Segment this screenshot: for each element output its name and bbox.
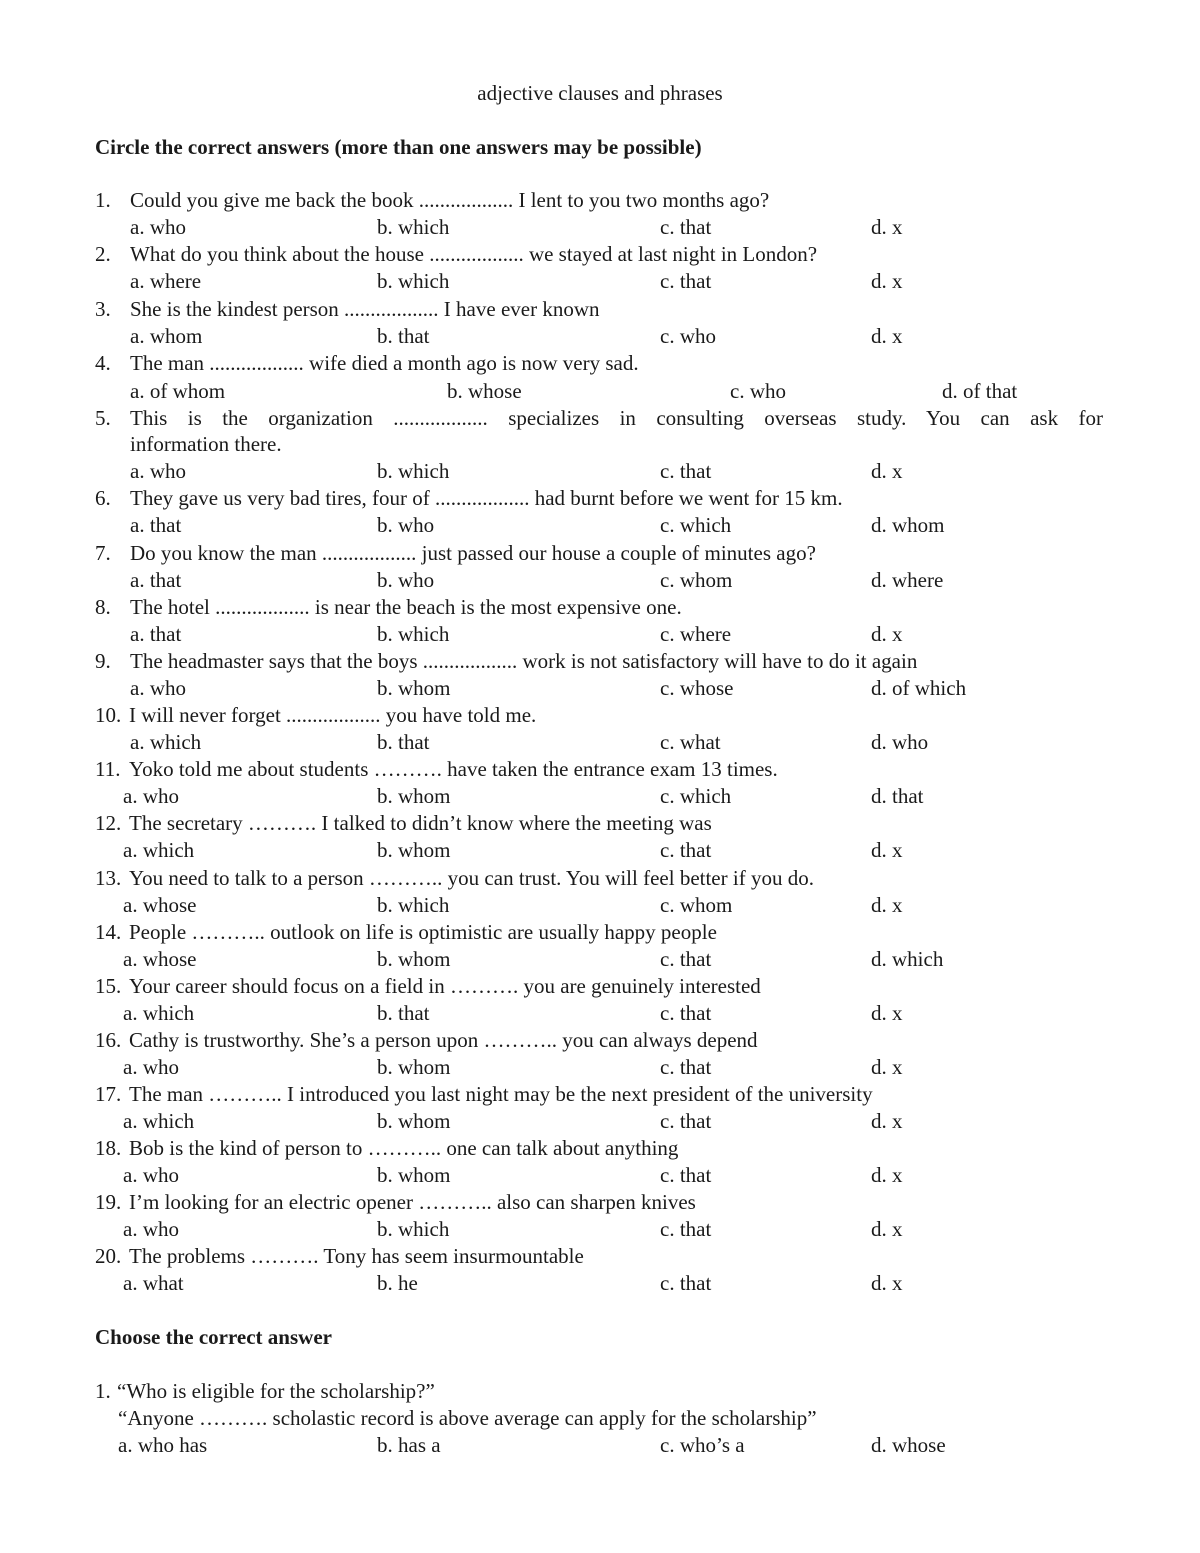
option-c[interactable]: c. which	[660, 784, 732, 808]
question-text: They gave us very bad tires, four of .................. had burnt before we went for 15 km.	[130, 486, 843, 510]
option-d[interactable]: d. x	[871, 269, 903, 293]
option-b[interactable]: b. who	[377, 568, 435, 592]
question-2	[95, 241, 818, 268]
question-text: What do you think about the house .................. we stayed at last night in London?	[130, 242, 818, 266]
question-5	[95, 405, 111, 432]
question-9	[95, 648, 918, 675]
question-16	[95, 1027, 758, 1054]
option-b[interactable]: b. that	[377, 730, 430, 754]
option-b[interactable]: b. that	[377, 324, 430, 348]
option-b[interactable]: b. which	[377, 269, 450, 293]
option-a[interactable]: a. who	[123, 784, 179, 808]
question-text: The headmaster says that the boys .................. work is not satisfactory will have to do it again	[130, 649, 918, 673]
question-6	[95, 485, 843, 512]
option-a[interactable]: a. whom	[130, 324, 203, 348]
option-b[interactable]: b. whom	[377, 676, 451, 700]
option-c[interactable]: c. whose	[660, 676, 734, 700]
option-a[interactable]: a. that	[130, 622, 182, 646]
option-d[interactable]: d. x	[871, 622, 903, 646]
option-a[interactable]: a. who	[123, 1217, 179, 1241]
question-text: Bob is the kind of person to ……….. one can talk about anything	[129, 1136, 679, 1160]
question-number: 15.	[95, 974, 122, 998]
option-c[interactable]: c. who	[660, 324, 716, 348]
option-c[interactable]: c. that	[660, 1001, 712, 1025]
question-number: 11.	[95, 757, 121, 781]
option-b[interactable]: b. whom	[377, 838, 451, 862]
question-14	[95, 919, 717, 946]
option-c[interactable]: c. that	[660, 947, 712, 971]
option-d[interactable]: d. where	[871, 568, 944, 592]
option-a[interactable]: a. who has	[118, 1433, 208, 1457]
option-d[interactable]: d. x	[871, 1109, 903, 1133]
option-a[interactable]: a. which	[123, 1001, 195, 1025]
question-text: The man ……….. I introduced you last night may be the next president of the university	[129, 1082, 873, 1106]
question-text: Could you give me back the book .................. I lent to you two months ago?	[130, 188, 770, 212]
question-4	[95, 350, 639, 377]
option-b[interactable]: b. whom	[377, 1055, 451, 1079]
question-text: “Who is eligible for the scholarship?”	[117, 1379, 435, 1403]
question-12	[95, 810, 712, 837]
question-text: The problems ………. Tony has seem insurmountable	[129, 1244, 584, 1268]
option-b[interactable]: b. has a	[377, 1433, 441, 1457]
question-8	[95, 594, 682, 621]
question-number: 2.	[95, 242, 111, 266]
option-a[interactable]: a. which	[130, 730, 202, 754]
option-a[interactable]: a. who	[130, 676, 186, 700]
option-d[interactable]: d. x	[871, 1217, 903, 1241]
option-c[interactable]: c. that	[660, 1271, 712, 1295]
option-c[interactable]: c. that	[660, 1055, 712, 1079]
option-b[interactable]: b. which	[377, 893, 450, 917]
option-c[interactable]: c. who	[730, 379, 786, 403]
option-d[interactable]: d. who	[871, 730, 929, 754]
question-text: She is the kindest person .................. I have ever known	[130, 297, 600, 321]
question-text: People ……….. outlook on life is optimistic are usually happy people	[129, 920, 717, 944]
question-text: You need to talk to a person ……….. you can trust. You will feel better if you do.	[129, 866, 814, 890]
option-c[interactable]: c. that	[660, 459, 712, 483]
question-11	[95, 756, 778, 783]
question-text: The man .................. wife died a month ago is now very sad.	[130, 351, 639, 375]
question-number: 6.	[95, 486, 111, 510]
option-b[interactable]: b. whom	[377, 947, 451, 971]
question-13	[95, 865, 814, 892]
question-number: 13.	[95, 866, 122, 890]
option-c[interactable]: c. that	[660, 838, 712, 862]
section-2-heading: Choose the correct answer	[95, 1325, 332, 1349]
question-number: 1.	[95, 1379, 111, 1403]
option-d[interactable]: d. x	[871, 324, 903, 348]
question-text: I will never forget .................. you have told me.	[129, 703, 537, 727]
option-d[interactable]: d. that	[871, 784, 924, 808]
option-a[interactable]: a. of whom	[130, 379, 226, 403]
question-1	[95, 1378, 435, 1405]
question-number: 20.	[95, 1244, 122, 1268]
question-number: 1.	[95, 188, 111, 212]
option-c[interactable]: c. who’s a	[660, 1433, 745, 1457]
option-a[interactable]: a. which	[123, 1109, 195, 1133]
question-number: 10.	[95, 703, 122, 727]
option-a[interactable]: a. whose	[123, 947, 197, 971]
question-text: Do you know the man .................. just passed our house a couple of minutes ago?	[130, 541, 816, 565]
section-1-heading: Circle the correct answers (more than one answers may be possible)	[95, 135, 702, 159]
option-b[interactable]: b. whom	[377, 784, 451, 808]
question-text-continued: information there.	[130, 432, 282, 456]
question-1	[95, 187, 770, 214]
option-a[interactable]: a. whose	[123, 893, 197, 917]
option-a[interactable]: a. who	[130, 459, 186, 483]
question-3	[95, 296, 600, 323]
option-c[interactable]: c. that	[660, 1109, 712, 1133]
option-b[interactable]: b. whom	[377, 1163, 451, 1187]
question-text: This is the organization .................. specializes in consulting overseas study. You can ask for	[130, 406, 1103, 430]
option-d[interactable]: d. of which	[871, 676, 967, 700]
option-c[interactable]: c. where	[660, 622, 732, 646]
question-text: The hotel .................. is near the beach is the most expensive one.	[130, 595, 682, 619]
option-c[interactable]: c. whom	[660, 568, 733, 592]
question-text: I’m looking for an electric opener ……….. also can sharpen knives	[129, 1190, 696, 1214]
option-b[interactable]: b. which	[377, 622, 450, 646]
option-a[interactable]: a. which	[123, 838, 195, 862]
option-d[interactable]: d. x	[871, 459, 903, 483]
option-b[interactable]: b. who	[377, 513, 435, 537]
question-number: 9.	[95, 649, 111, 673]
option-a[interactable]: a. that	[130, 513, 182, 537]
option-b[interactable]: b. which	[377, 459, 450, 483]
option-d[interactable]: d. x	[871, 215, 903, 239]
question-number: 16.	[95, 1028, 122, 1052]
option-d[interactable]: d. whom	[871, 513, 945, 537]
question-number: 17.	[95, 1082, 122, 1106]
question-20	[95, 1243, 584, 1270]
question-7	[95, 540, 816, 567]
option-b[interactable]: b. whom	[377, 1109, 451, 1133]
option-c[interactable]: c. that	[660, 215, 712, 239]
question-10	[95, 702, 537, 729]
option-c[interactable]: c. what	[660, 730, 721, 754]
option-b[interactable]: b. that	[377, 1001, 430, 1025]
question-17	[95, 1081, 873, 1108]
option-a[interactable]: a. who	[123, 1055, 179, 1079]
option-c[interactable]: c. that	[660, 1217, 712, 1241]
question-text: Yoko told me about students ………. have taken the entrance exam 13 times.	[129, 757, 778, 781]
option-b[interactable]: b. which	[377, 215, 450, 239]
question-number: 4.	[95, 351, 111, 375]
question-number: 5.	[95, 406, 111, 430]
question-number: 19.	[95, 1190, 122, 1214]
question-number: 7.	[95, 541, 111, 565]
question-text: Cathy is trustworthy. She’s a person upon ……….. you can always depend	[129, 1028, 758, 1052]
option-d[interactable]: d. x	[871, 1163, 903, 1187]
question-15	[95, 973, 761, 1000]
question-18	[95, 1135, 679, 1162]
question-text: Your career should focus on a field in ………. you are genuinely interested	[129, 974, 761, 998]
question-number: 8.	[95, 595, 111, 619]
option-b[interactable]: b. which	[377, 1217, 450, 1241]
option-d[interactable]: d. of that	[942, 379, 1018, 403]
option-d[interactable]: d. x	[871, 1271, 903, 1295]
question-19	[95, 1189, 696, 1216]
question-number: 14.	[95, 920, 122, 944]
option-d[interactable]: d. x	[871, 1001, 903, 1025]
option-c[interactable]: c. which	[660, 513, 732, 537]
option-a[interactable]: a. what	[123, 1271, 184, 1295]
option-a[interactable]: a. who	[130, 215, 186, 239]
option-d[interactable]: d. x	[871, 893, 903, 917]
question-number: 18.	[95, 1136, 122, 1160]
question-text-continued: “Anyone ………. scholastic record is above average can apply for the scholarship”	[118, 1406, 817, 1430]
option-c[interactable]: c. whom	[660, 893, 733, 917]
option-d[interactable]: d. x	[871, 1055, 903, 1079]
option-b[interactable]: b. whose	[447, 379, 522, 403]
option-a[interactable]: a. that	[130, 568, 182, 592]
question-text: The secretary ………. I talked to didn’t know where the meeting was	[129, 811, 712, 835]
option-c[interactable]: c. that	[660, 1163, 712, 1187]
page-title: adjective clauses and phrases	[477, 81, 723, 105]
option-d[interactable]: d. whose	[871, 1433, 946, 1457]
option-c[interactable]: c. that	[660, 269, 712, 293]
option-b[interactable]: b. he	[377, 1271, 418, 1295]
option-d[interactable]: d. which	[871, 947, 944, 971]
question-number: 3.	[95, 297, 111, 321]
question-number: 12.	[95, 811, 122, 835]
option-a[interactable]: a. who	[123, 1163, 179, 1187]
option-a[interactable]: a. where	[130, 269, 202, 293]
option-d[interactable]: d. x	[871, 838, 903, 862]
